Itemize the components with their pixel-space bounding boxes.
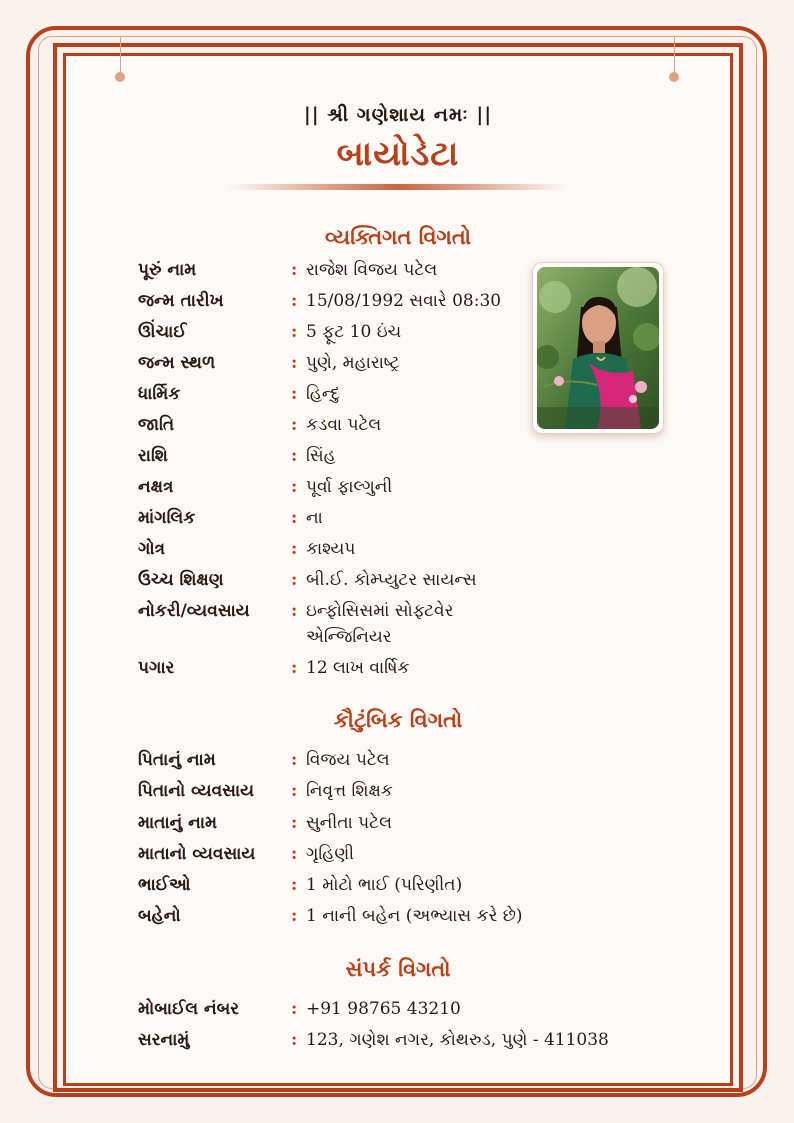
right-hanging-string [674,36,675,74]
detail-separator: : [291,353,298,373]
detail-value: નિવૃત્ત શિક્ષક [306,781,393,801]
detail-label: રાશિ [138,446,168,466]
detail-separator: : [291,508,298,528]
detail-separator: : [291,415,298,435]
detail-label: મોબાઈલ નંબર [138,999,240,1019]
detail-separator: : [291,570,298,590]
detail-separator: : [291,384,298,404]
detail-value: સિંહ [306,446,336,466]
section-title-contact: સંપર્ક વિગતો [345,956,451,981]
title-underline-divider [228,184,568,190]
profile-photo [537,267,659,429]
detail-value: કડવા પટેલ [306,415,382,435]
detail-separator: : [291,875,298,895]
detail-value: પુણે, મહારાષ્ટ્ર [306,353,400,373]
detail-separator: : [291,446,298,466]
detail-value: રાજેશ વિજય પટેલ [306,260,438,280]
detail-label: પિતાનું નામ [138,750,216,770]
invocation-text: || શ્રી ગણેશાય નમઃ || [303,104,493,126]
detail-value: ના [306,508,323,528]
detail-separator: : [291,477,298,497]
detail-separator: : [291,813,298,833]
detail-label: નક્ષત્ર [138,477,174,497]
detail-separator: : [291,844,298,864]
detail-value: વિજય પટેલ [306,750,390,770]
left-hanging-string [120,36,121,74]
detail-value: 15/08/1992 સવારે 08:30 [306,291,502,311]
detail-value: 12 લાખ વાર્ષિક [306,658,410,678]
detail-label: પિતાનો વ્યવસાય [138,781,255,801]
detail-label: ધાર્મિક [138,384,181,404]
detail-separator: : [291,906,298,926]
detail-value: ઇન્ફોસિસમાં સોફ્ટવેર એન્જિનિયર [306,601,454,647]
detail-separator: : [291,291,298,311]
detail-label: સરનામું [138,1030,190,1050]
detail-separator: : [291,750,298,770]
detail-value: સુનીતા પટેલ [306,813,392,833]
detail-separator: : [291,601,298,621]
detail-label: ઉચ્ચ શિક્ષણ [138,570,224,590]
detail-label: બહેનો [138,906,181,926]
detail-value: 1 મોટો ભાઈ (પરિણીત) [306,875,463,895]
detail-label: પૂરું નામ [138,260,197,280]
detail-value: હિન્દુ [306,384,340,404]
detail-separator: : [291,999,298,1019]
detail-separator: : [291,781,298,801]
detail-label: પગાર [138,658,175,678]
detail-separator: : [291,539,298,559]
detail-label: ગોત્ર [138,539,166,559]
detail-separator: : [291,322,298,342]
detail-value: પૂર્વા ફાલ્ગુની [306,477,393,497]
detail-label: જાતિ [138,415,175,435]
left-hanging-bead-icon [115,72,125,82]
detail-label: માતાનું નામ [138,813,218,833]
detail-separator: : [291,260,298,280]
section-title-family: કૌટુંબિક વિગતો [333,707,463,732]
detail-label: માતાનો વ્યવસાય [138,844,256,864]
detail-value: 1 નાની બહેન (અભ્યાસ કરે છે) [306,906,523,926]
detail-value: કાશ્યપ [306,539,356,559]
detail-label: ભાઈઓ [138,875,191,895]
detail-separator: : [291,1030,298,1050]
detail-separator: : [291,658,298,678]
detail-value: 5 ફૂટ 10 ઇંચ [306,322,402,342]
detail-value: બી.ઈ. કોમ્પ્યુટર સાયન્સ [306,570,477,590]
detail-value: 123, ગણેશ નગર, કોથરુડ, પુણે - 411038 [306,1030,609,1050]
detail-value: ગૃહિણી [306,844,355,864]
page-title: બાયોડેટા [336,134,460,174]
detail-label: નોકરી/વ્યવસાય [138,601,250,621]
right-hanging-bead-icon [669,72,679,82]
section-title-personal: વ્યક્તિગત વિગતો [324,224,472,249]
detail-value: +91 98765 43210 [306,999,461,1019]
detail-label: જન્મ તારીખ [138,291,224,311]
detail-label: માંગલિક [138,508,196,528]
detail-label: જન્મ સ્થળ [138,353,216,373]
detail-label: ઊંચાઈ [138,322,187,342]
portrait-image [537,267,659,429]
profile-photo-frame [532,262,664,434]
